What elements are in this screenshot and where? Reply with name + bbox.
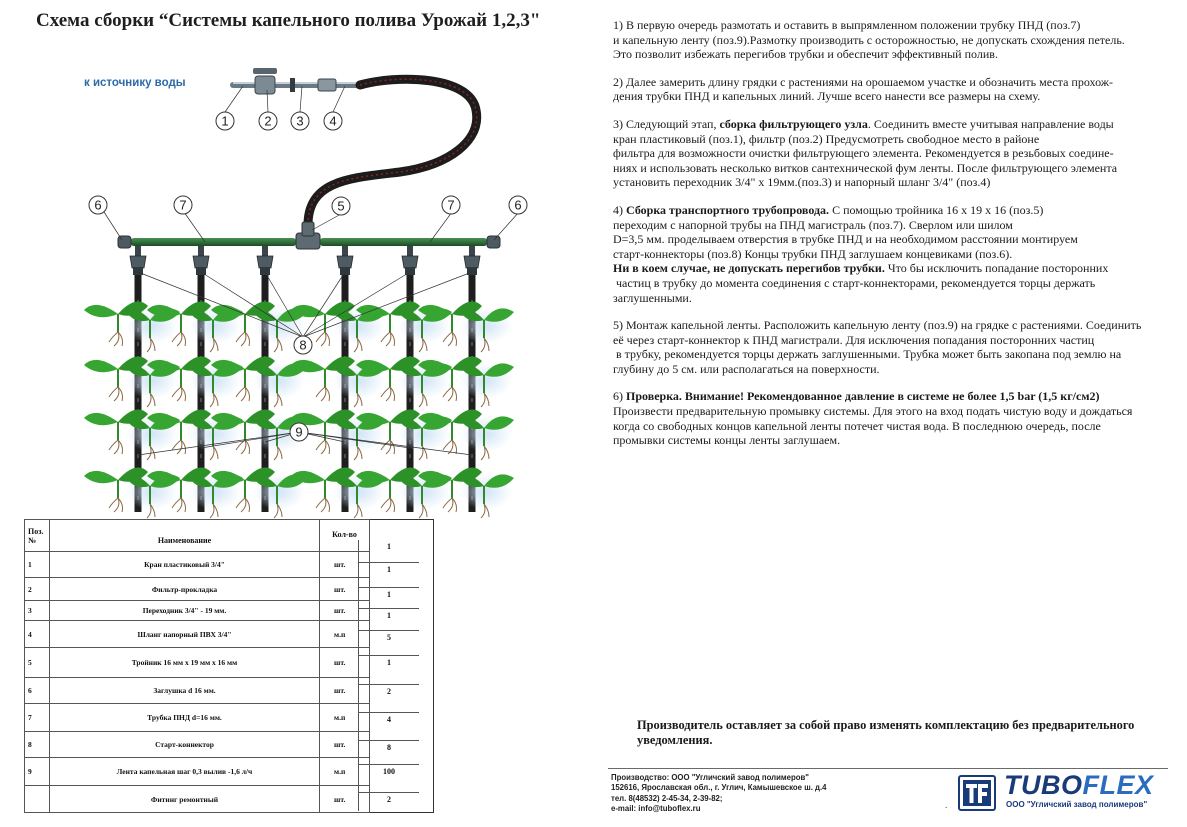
start-connector-icon bbox=[402, 246, 418, 275]
assembly-diagram bbox=[0, 0, 600, 520]
phone-line: тел. 8(48532) 2-45-34, 2-39-82; bbox=[611, 793, 723, 803]
callout-bubble bbox=[509, 196, 527, 214]
quantity-cell: 2 bbox=[359, 792, 419, 804]
callout-bubble bbox=[294, 336, 312, 354]
ball-valve-icon bbox=[255, 76, 275, 94]
callout-number: 3 bbox=[296, 113, 304, 129]
cell-pos: 3 bbox=[25, 601, 50, 621]
email-line: e-mail: info@tuboflex.ru bbox=[611, 804, 701, 814]
cell-unit: шт. bbox=[320, 732, 370, 758]
callout-number: 2 bbox=[264, 113, 272, 129]
cell-pos: 7 bbox=[25, 704, 50, 732]
cell-name: Переходник 3/4" - 19 мм. bbox=[50, 601, 320, 621]
address-line: 152616, Ярославская обл., г. Углич, Камышевское ш. д.4 bbox=[611, 783, 827, 793]
cell-unit: шт. bbox=[320, 648, 370, 678]
cell-pos bbox=[25, 786, 50, 813]
quantity-cell: 8 bbox=[359, 740, 419, 752]
page-title: Схема сборки “Системы капельного полива Урожай 1,2,3" bbox=[36, 10, 541, 31]
cell-unit: шт. bbox=[320, 601, 370, 621]
quantity-cell: 1 bbox=[359, 587, 419, 599]
cell-pos: 9 bbox=[25, 758, 50, 786]
callout-bubble bbox=[259, 112, 277, 130]
callout-bubble bbox=[89, 196, 107, 214]
header-pos: Поз. № bbox=[25, 520, 50, 552]
instruction-step-6: 6) Проверка. Внимание! Рекомендованное давление в системе не более 1,5 bar (1,5 кг/см2) Произвести предварительную промывку системы. Для этого на вход подать чистую воду и дождаться когда со свободных концов капельной ленты потечет чистая вода. В последнюю очередь, после промывки системы концы ленты заглушаем. bbox=[613, 389, 1133, 448]
cell-name: Кран пластиковый 3/4" bbox=[50, 552, 320, 578]
brand bbox=[958, 770, 1168, 813]
quantity-cell: 100 bbox=[359, 764, 419, 776]
filter-assembly bbox=[233, 68, 365, 94]
callout-number: 8 bbox=[299, 337, 307, 353]
cell-pos: 4 bbox=[25, 621, 50, 648]
cell-unit: м.п bbox=[320, 758, 370, 786]
start-connector-icon bbox=[337, 246, 353, 275]
cell-unit: м.п bbox=[320, 704, 370, 732]
manufacturer-info bbox=[611, 773, 826, 815]
brand-name-part2: FLEX bbox=[1082, 770, 1154, 800]
callout-bubble bbox=[332, 197, 350, 215]
quantity-cell: 1 bbox=[359, 562, 419, 574]
cell-name: Фильтр-прокладка bbox=[50, 578, 320, 601]
valve-handle-icon bbox=[253, 68, 277, 74]
instruction-step-3: 3) Следующий этап, сборка фильтрующего узла. Соединить вместе учитывая направление воды кран пластиковый (поз.1), фильтр (поз.2) Предусмотреть свободное место в районе фильтра для возможности очистки фильтрующего элемента. Рекомендуется в резьбовых соедине- ниях и использовать несколько витков сантехнической фум ленты. После фильтрующего элемента установить переходник 3/4" х 19мм.(поз.3) и напорный шланг 3/4" (поз.4) bbox=[613, 116, 1118, 190]
cell-name: Фитинг ремонтный bbox=[50, 786, 320, 813]
quantity-cell: 2 bbox=[359, 684, 419, 696]
callout-number: 7 bbox=[447, 197, 455, 213]
callout-number: 6 bbox=[94, 197, 102, 213]
instruction-step-5: 5) Монтаж капельной ленты. Расположить капельную ленту (поз.9) на грядке с растениями. Соединить её через старт-коннектор к ПНД магистрали. Для исключения попадания посторонних частиц в трубку, рекомендуется торцы держать заглушенными. Трубка может быть закопана под землю на глубину до 5 см. или располагаться на поверхности. bbox=[613, 318, 1142, 376]
start-connector-icon bbox=[193, 246, 209, 275]
header-name: Наименование bbox=[50, 520, 320, 552]
callout-number: 1 bbox=[221, 113, 229, 129]
plants bbox=[84, 302, 514, 519]
cell-name: Тройник 16 мм х 19 мм х 16 мм bbox=[50, 648, 320, 678]
cell-pos: 8 bbox=[25, 732, 50, 758]
callout-number: 4 bbox=[329, 113, 337, 129]
quantity-column bbox=[358, 540, 419, 811]
callout-bubble bbox=[442, 196, 460, 214]
cell-name: Трубка ПНД d=16 мм. bbox=[50, 704, 320, 732]
start-connector-icon bbox=[257, 246, 273, 275]
cell-pos: 6 bbox=[25, 678, 50, 704]
instruction-step-2: 2) Далее замерить длину грядки с растениями на орошаемом участке и обозначить места прохож- дения трубки ПНД и капельных линий. Лучше всего нанести все размеры на схему. bbox=[613, 74, 1114, 104]
cell-unit: шт. bbox=[320, 552, 370, 578]
callout-bubble bbox=[174, 196, 192, 214]
cell-pos: 2 bbox=[25, 578, 50, 601]
cell-name: Старт-коннектор bbox=[50, 732, 320, 758]
filter-gasket-icon bbox=[290, 78, 295, 92]
callout-bubble bbox=[291, 112, 309, 130]
callout-number: 9 bbox=[295, 424, 303, 440]
cell-name: Шланг напорный ПВХ 3/4" bbox=[50, 621, 320, 648]
end-cap-left-icon bbox=[118, 236, 131, 248]
callout-number: 5 bbox=[337, 198, 345, 214]
quantity-cell: 1 bbox=[359, 655, 419, 667]
cell-unit: м.п bbox=[320, 621, 370, 648]
footer-divider bbox=[608, 768, 1168, 769]
cell-unit: шт. bbox=[320, 786, 370, 813]
brand-name bbox=[1004, 770, 1154, 801]
brand-subtitle: ООО "Угличский завод полимеров" bbox=[1006, 800, 1148, 809]
cell-unit: шт. bbox=[320, 578, 370, 601]
callout-number: 6 bbox=[514, 197, 522, 213]
pnd-main-pipe-left bbox=[131, 238, 296, 246]
brand-name-part1: TUBO bbox=[1004, 770, 1083, 800]
end-cap-right-icon bbox=[487, 236, 500, 248]
cell-pos: 1 bbox=[25, 552, 50, 578]
quantity-cell: 1 bbox=[387, 542, 391, 551]
cell-unit: шт. bbox=[320, 678, 370, 704]
instructions bbox=[613, 18, 1175, 461]
notice: Производитель оставляет за собой право изменять комплектацию без предварительного уведомления. bbox=[637, 718, 1135, 747]
start-connector-icon bbox=[464, 246, 480, 275]
callout-bubble bbox=[216, 112, 234, 130]
callout-number: 7 bbox=[179, 197, 187, 213]
cell-pos: 5 bbox=[25, 648, 50, 678]
cell-name: Лента капельная шаг 0,3 вылив -1,6 л/ч bbox=[50, 758, 320, 786]
quantity-cell: 1 bbox=[359, 608, 419, 620]
callout-bubble bbox=[324, 112, 342, 130]
pnd-main-pipe-right bbox=[320, 238, 487, 246]
quantity-cell: 4 bbox=[359, 712, 419, 724]
tuboflex-logo-icon bbox=[958, 775, 996, 811]
instruction-step-1: 1) В первую очередь размотать и оставить в выпрямленном положении трубку ПНД (поз.7) и капельную ленту (поз.9).Размотку производить с осторожностью, не допускать схождения петель. Это позволит избежать перегибов трубки и обеспечит эффективный полив. bbox=[613, 18, 1125, 62]
adapter-icon bbox=[318, 79, 336, 91]
callout-bubble bbox=[290, 423, 308, 441]
quantity-cell: 5 bbox=[359, 630, 419, 642]
instruction-step-4: 4) Сборка транспортного трубопровода. С помощью тройника 16 х 19 х 16 (поз.5) переходим с напорной трубы на ПНД магистраль (поз.7). Сверлом или шилом D=3,5 мм. проделываем отверстия в трубке ПНД и на необходимом расстоянии монтируем старт-коннекторы (поз.8) Концы трубки ПНД заглушаем концевиками (поз.6). Ни в коем случае, не допускать перегибов трубки. Что бы исключить попадание посторонних частиц в трубку до момента соединения с старт-коннекторами, рекомендуется торцы держать заглушенными. bbox=[613, 202, 1109, 305]
cell-name: Заглушка d 16 мм. bbox=[50, 678, 320, 704]
manufacturer-line: Производство: ООО "Угличский завод полимеров" bbox=[611, 773, 810, 782]
start-connector-icon bbox=[130, 246, 146, 275]
header-quantity: Кол-во bbox=[320, 520, 370, 552]
water-source-label: к источнику воды bbox=[84, 77, 186, 89]
